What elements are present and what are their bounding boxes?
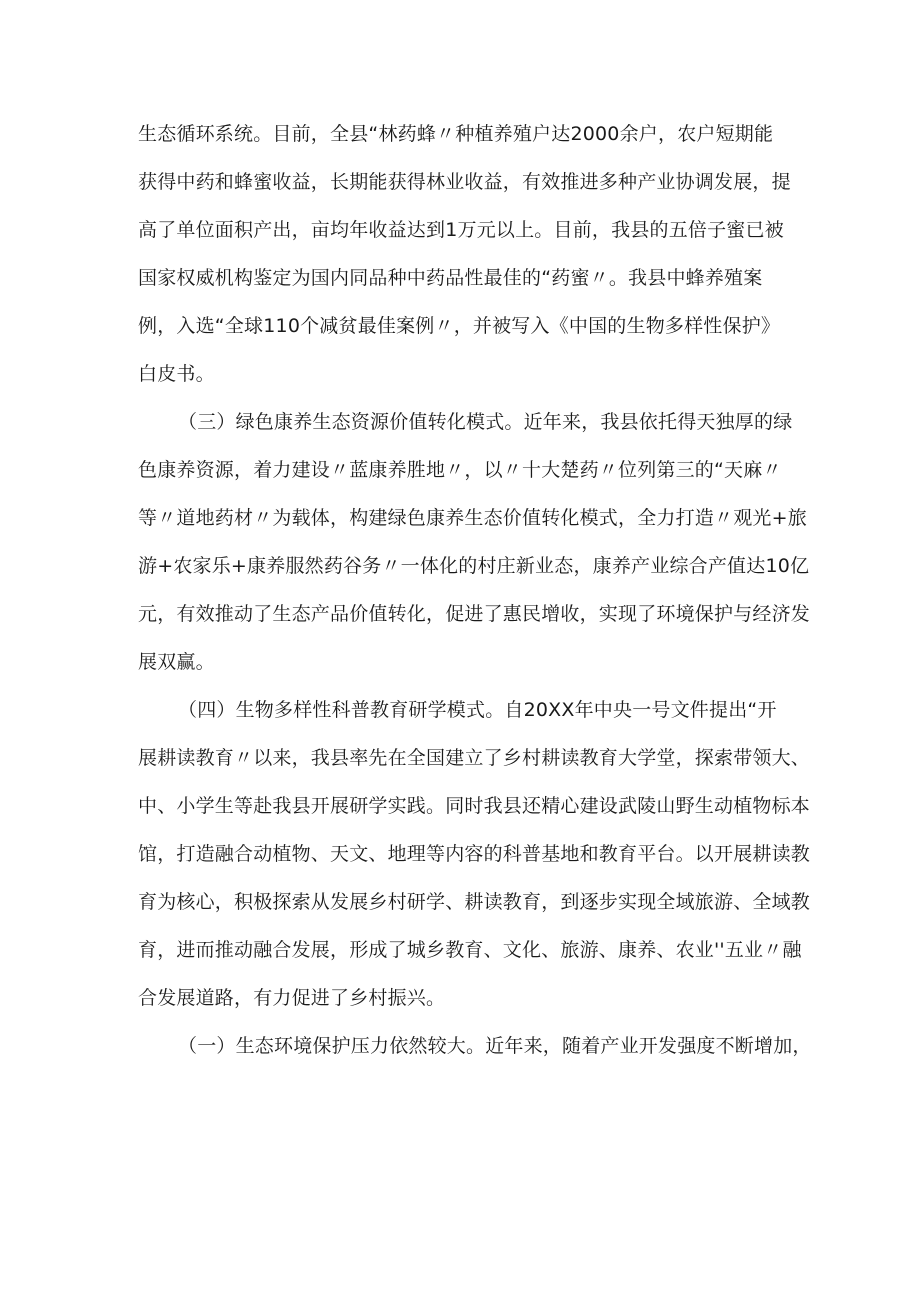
- paragraph-1-line-6: 白皮书。: [138, 363, 215, 385]
- paragraph-2-line-5: 元，有效推动了生态产品价值转化，促进了惠民增收，实现了环境保护与经济发: [138, 603, 811, 625]
- paragraph-1-line-4: 国家权威机构鉴定为国内同品种中药品性最佳的“药蜜〃。我县中蜂养殖案: [138, 267, 763, 289]
- paragraph-3-line-3: 中、小学生等赴我县开展研学实践。同时我县还精心建设武陵山野生动植物标本: [138, 795, 811, 817]
- paragraph-2-line-6: 展双赢。: [138, 651, 215, 673]
- paragraph-3-line-7: 合发展道路，有力促进了乡村振兴。: [138, 987, 446, 1009]
- paragraph-3-line-6: 育，进而推动融合发展，形成了城乡教育、文化、旅游、康养、农业''五业〃融: [138, 939, 802, 961]
- paragraph-1-line-5: 例，入选“全球110个减贫最佳案例〃，并被写入《中国的生物多样性保护》: [138, 315, 781, 337]
- paragraph-4-line-1: （一）生态环境保护压力依然较大。近年来，随着产业开发强度不断增加，: [178, 1035, 812, 1057]
- paragraph-2-line-2: 色康养资源，着力建设〃蓝康养胜地〃，以〃十大楚药〃位列第三的“天麻〃: [138, 459, 782, 481]
- paragraph-2-line-3: 等〃道地药材〃为载体，构建绿色康养生态价值转化模式，全力打造〃观光+旅: [138, 507, 807, 529]
- paragraph-3-line-5: 育为核心，积极探索从发展乡村研学、耕读教育，到逐步实现全域旅游、全域教: [138, 891, 811, 913]
- paragraph-3-line-4: 馆，打造融合动植物、天文、地理等内容的科普基地和教育平台。以开展耕读教: [138, 843, 811, 865]
- paragraph-3-line-1: （四）生物多样性科普教育研学模式。自20XX年中央一号文件提出“开: [178, 699, 777, 721]
- paragraph-1-line-3: 高了单位面积产出，亩均年收益达到1万元以上。目前，我县的五倍子蜜已被: [138, 219, 784, 241]
- paragraph-3-line-2: 展耕读教育〃以来，我县率先在全国建立了乡村耕读教育大学堂，探索带领大、: [138, 747, 811, 769]
- paragraph-1-line-2: 获得中药和蜂蜜收益，长期能获得林业收益，有效推进多种产业协调发展，提: [138, 171, 791, 193]
- paragraph-2-line-4: 游+农家乐+康养服然药谷务〃一体化的村庄新业态，康养产业综合产值达10亿: [138, 555, 810, 577]
- paragraph-1-line-1: 生态循环系统。目前，全县“林药蜂〃种植养殖户达2000余户，农户短期能: [138, 123, 774, 145]
- paragraph-2-line-1: （三）绿色康养生态资源价值转化模式。近年来，我县依托得天独厚的绿: [178, 411, 793, 433]
